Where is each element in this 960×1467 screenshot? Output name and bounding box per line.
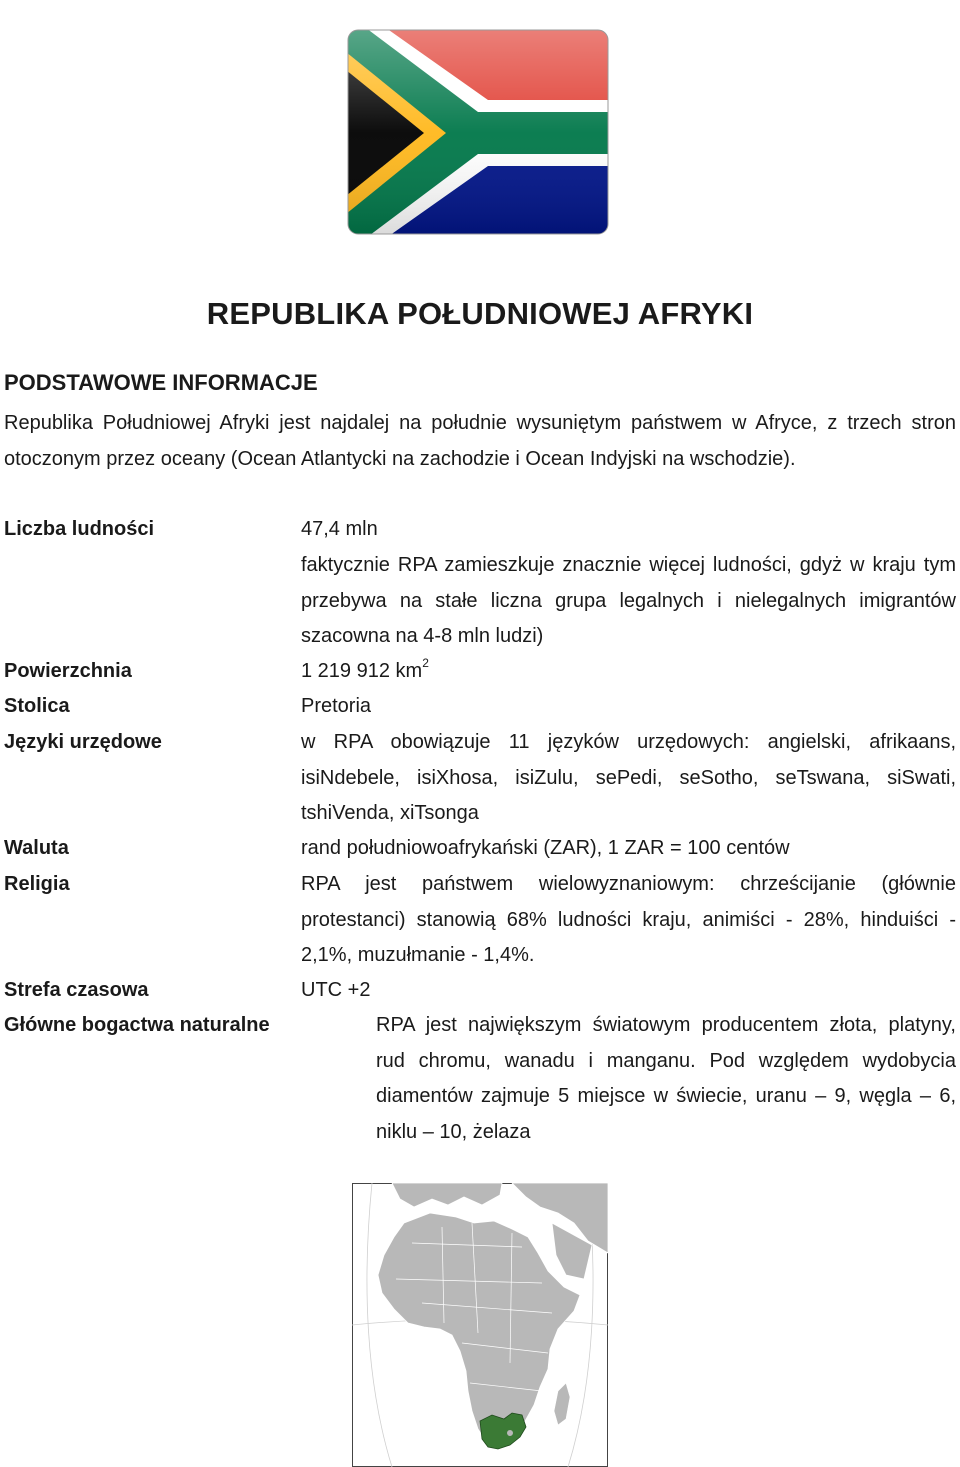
resources-label: Główne bogactwa naturalne xyxy=(4,1014,270,1036)
population-label: Liczba ludności xyxy=(4,518,155,540)
currency-value: rand południowoafrykański (ZAR), 1 ZAR = 100 centów xyxy=(301,837,790,859)
capital-value: Pretoria xyxy=(301,695,372,717)
resources-value: RPA jest największym światowym producentem złota, platyny, rud chromu, wanadu i manganu. Pod względem wydobycia diamentów zajmuje 5 miejsce w świecie, uranu – 9, węgla – 6, niklu – 10, żelaza xyxy=(376,1014,956,1143)
section-heading: PODSTAWOWE INFORMACJE xyxy=(4,370,318,395)
currency-label: Waluta xyxy=(4,837,69,859)
languages-label: Języki urzędowe xyxy=(4,731,162,753)
religion-value: RPA jest państwem wielowyznaniowym: chrześcijanie (głównie protestanci) stanowią 68% ludności kraju, animiści - 28%, hinduiści - 2,1%, muzułmanie - 1,4%. xyxy=(301,873,956,966)
population-value: 47,4 mln xyxy=(301,518,378,540)
languages-value: w RPA obowiązuje 11 języków urzędowych: angielski, afrikaans, isiNdebele, isiXhosa, isiZulu, sePedi, seSotho, seTswana, siSwati, tshiVenda, xiTsonga xyxy=(301,731,956,824)
africa-locator-map xyxy=(352,1183,608,1467)
flag-image xyxy=(346,28,610,238)
population-note: faktycznie RPA zamieszkuje znacznie więcej ludności, gdyż w kraju tym przebywa na stałe liczna grupa legalnych i nielegalnych imigrantów szacowna na 4-8 mln ludzi) xyxy=(301,554,956,647)
timezone-label: Strefa czasowa xyxy=(4,979,149,1001)
area-unit-sup: 2 xyxy=(422,656,429,671)
intro-paragraph: Republika Południowej Afryki jest najdalej na południe wysuniętym państwem w Afryce, z trzech stron otoczonym przez oceany (Ocean Atlantycki na zachodzie i Ocean Indyjski na wschodzie). xyxy=(4,412,956,470)
area-value xyxy=(301,654,956,690)
religion-label: Religia xyxy=(4,873,70,895)
capital-label: Stolica xyxy=(4,695,70,717)
timezone-value: UTC +2 xyxy=(301,979,371,1001)
page-title: REPUBLIKA POŁUDNIOWEJ AFRYKI xyxy=(206,296,754,331)
area-number: 1 219 912 km xyxy=(301,660,423,682)
area-label: Powierzchnia xyxy=(4,660,132,682)
